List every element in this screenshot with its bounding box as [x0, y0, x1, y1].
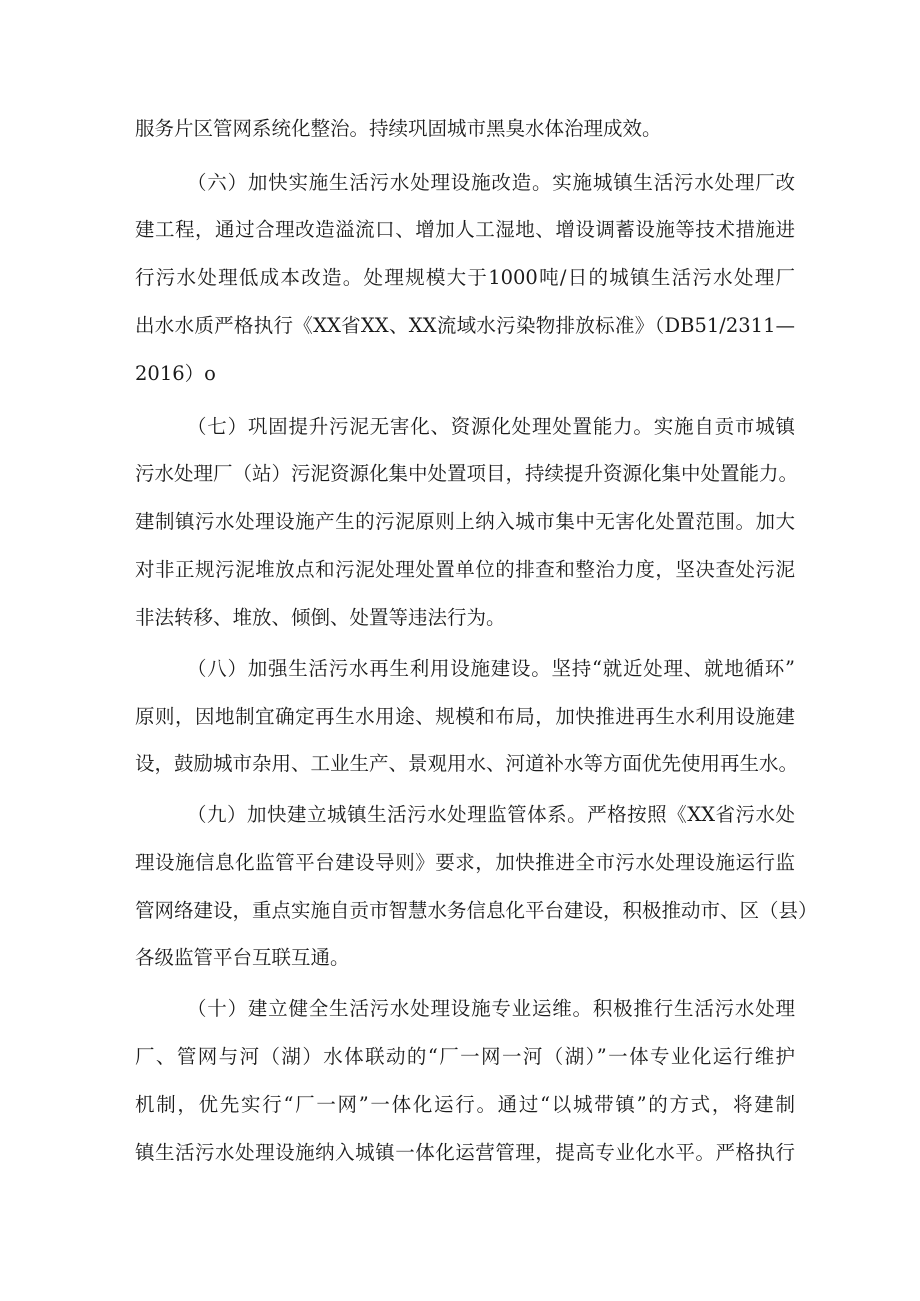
- text-line: 2016）o: [135, 362, 216, 385]
- text-line: 行污水处理低成本改造。处理规模大于1000吨/日的城镇生活污水处理厂: [135, 266, 795, 289]
- text-line: 出水水质严格执行《XX省XX、XX流域水污染物排放标准》（DB51/2311—: [135, 314, 795, 337]
- text-line: 镇生活污水处理设施纳入城镇一体化运营管理，提高专业化水平。严格执行: [135, 1141, 795, 1164]
- text-line: 各级监管平台互联互通。: [135, 946, 350, 969]
- text-line: 管网络建设，重点实施自贡市智慧水务信息化平台建设，积极推动市、区（县）: [135, 899, 818, 922]
- text-line: （七）巩固提升污泥无害化、资源化处理处置能力。实施自贡市城镇: [187, 415, 795, 438]
- text-line: （八）加强生活污水再生利用设施建设。坚持“就近处理、就地循环”: [187, 657, 795, 680]
- text-line: 厂、管网与河（湖）水体联动的“厂一网一河（湖）”一体专业化运行维护: [135, 1045, 795, 1068]
- text-line: 非法转移、堆放、倾倒、处置等违法行为。: [135, 606, 506, 629]
- text-line: （十）建立健全生活污水处理设施专业运维。积极推行生活污水处理: [187, 997, 795, 1020]
- text-line: 对非正规污泥堆放点和污泥处理处置单位的排查和整治力度，坚决查处污泥: [135, 558, 795, 581]
- text-line: 服务片区管网系统化整治。持续巩固城市黑臭水体治理成效。: [135, 117, 662, 140]
- text-line: 原则，因地制宜确定再生水用途、规模和布局，加快推进再生水利用设施建: [135, 705, 795, 728]
- text-line: （六）加快实施生活污水处理设施改造。实施城镇生活污水处理厂改: [187, 171, 795, 194]
- text-line: 理设施信息化监管平台建设导则》要求，加快推进全市污水处理设施运行监: [135, 851, 795, 874]
- text-line: 机制，优先实行“厂一网”一体化运行。通过“以城带镇”的方式，将建制: [135, 1093, 795, 1116]
- text-line: 污水处理厂（站）污泥资源化集中处置项目，持续提升资源化集中处置能力。: [135, 462, 799, 485]
- text-line: 设，鼓励城市杂用、工业生产、景观用水、河道补水等方面优先使用再生水。: [135, 752, 799, 775]
- text-line: （九）加快建立城镇生活污水处理监管体系。严格按照《XX省污水处: [187, 803, 795, 826]
- text-line: 建制镇污水处理设施产生的污泥原则上纳入城市集中无害化处置范围。加大: [135, 510, 795, 533]
- text-line: 建工程，通过合理改造溢流口、增加人工湿地、增设调蓄设施等技术措施进: [135, 218, 795, 241]
